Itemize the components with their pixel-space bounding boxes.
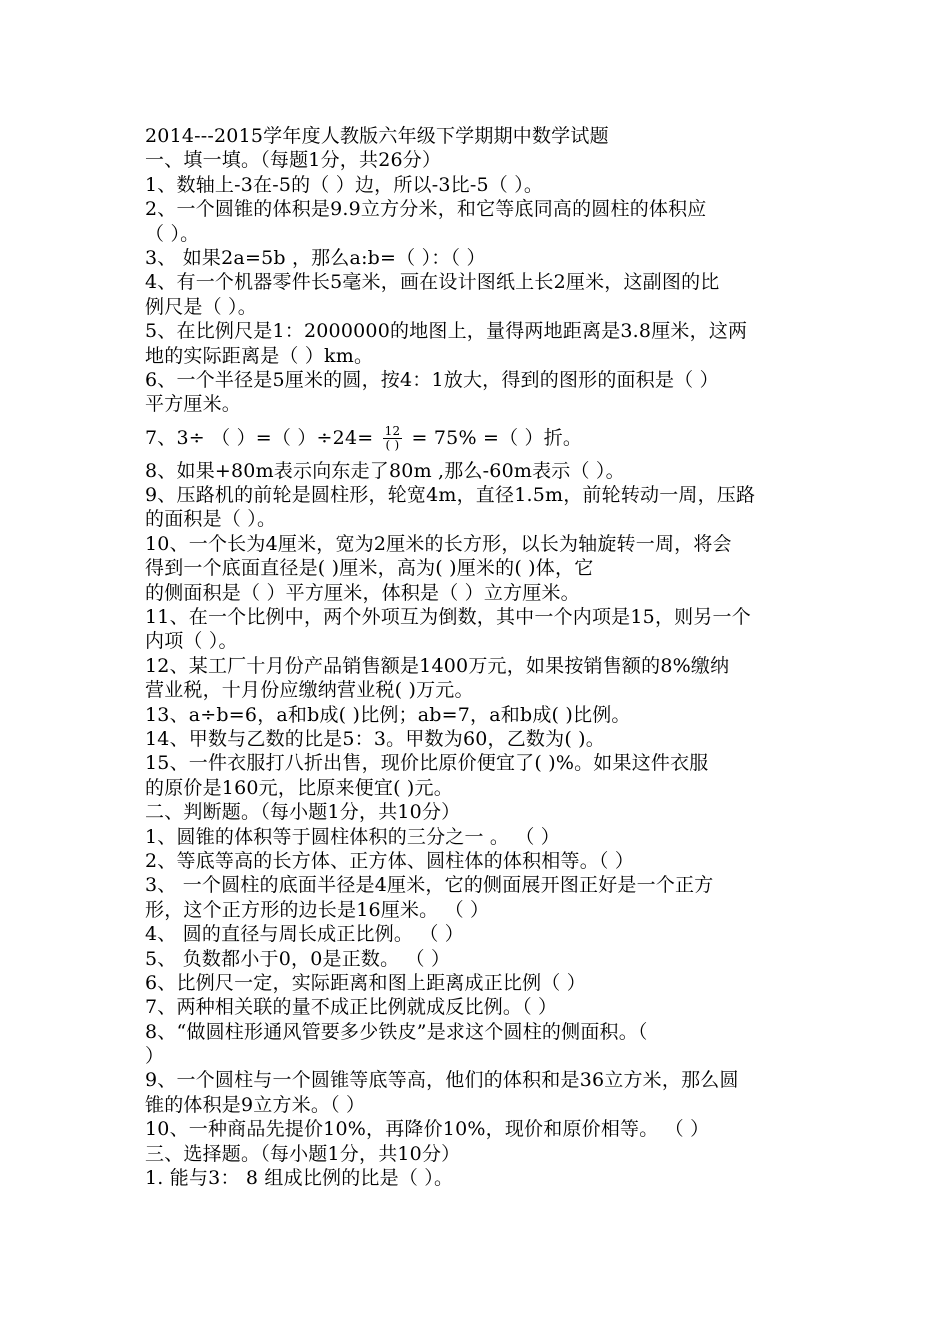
fill-question-15-line-1: 15、一件衣服打八折出售，现价比原价便宜了( )%。如果这件衣服 — [145, 752, 709, 775]
fill-question-4-line-2: 例尺是（ ）。 — [145, 295, 257, 318]
fill-question-4-line-1: 4、有一个机器零件长5毫米，画在设计图纸上长2厘米，这副图的比 — [145, 271, 720, 294]
judge-question-9-line-2: 锥的体积是9立方米。（ ） — [145, 1093, 366, 1116]
exam-title: 2014---2015学年度人教版六年级下学期期中数学试题 — [145, 125, 609, 147]
judge-question-4: 4、 圆的直径与周长成正比例。 （ ） — [145, 923, 465, 946]
fill-question-7 — [145, 417, 815, 459]
fill-question-2-line-2: （ ）。 — [145, 222, 200, 245]
fill-question-12-line-2: 营业税，十月份应缴纳营业税( )万元。 — [145, 679, 474, 702]
q7-fraction — [383, 425, 403, 452]
exam-page — [145, 124, 815, 1190]
q7-fraction-denominator: ( ) — [385, 438, 400, 453]
judge-question-6: 6、比例尺一定，实际距离和图上距离成正比例（ ） — [145, 971, 586, 994]
fill-question-6-line-1: 6、一个半径是5厘米的圆，按4：1放大，得到的图形的面积是（ ） — [145, 368, 719, 391]
fill-question-14: 14、甲数与乙数的比是5：3。甲数为60，乙数为( )。 — [145, 727, 605, 750]
fill-question-2-line-1: 2、一个圆锥的体积是9.9立方分米，和它等底同高的圆柱的体积应 — [145, 198, 707, 221]
fill-question-12-line-1: 12、某工厂十月份产品销售额是1400万元，如果按销售额的8%缴纳 — [145, 654, 730, 677]
fill-question-1: 1、数轴上-3在-5的（ ）边，所以-3比-5（ ）。 — [145, 173, 544, 196]
judge-question-2: 2、等底等高的长方体、正方体、圆柱体的体积相等。（ ） — [145, 849, 635, 872]
judge-question-8-line-2: ） — [145, 1045, 165, 1068]
fill-question-8: 8、如果+80m表示向东走了80m ,那么-60m表示（ ）。 — [145, 459, 625, 482]
judge-question-8-line-1: 8、“做圆柱形通风管要多少铁皮”是求这个圆柱的侧面积。（ — [145, 1020, 648, 1043]
fill-question-11-line-1: 11、在一个比例中，两个外项互为倒数，其中一个内项是15，则另一个 — [145, 606, 751, 629]
fill-question-10-line-3: 的侧面积是（ ）平方厘米，体积是（ ）立方厘米。 — [145, 581, 580, 604]
section-judge-heading: 二、判断题。（每小题1分，共10分） — [145, 801, 461, 824]
judge-question-3-line-1: 3、 一个圆柱的底面半径是4厘米，它的侧面展开图正好是一个正方 — [145, 874, 714, 897]
fill-question-10-line-2: 得到一个底面直径是( )厘米，高为( )厘米的( )体，它 — [145, 557, 594, 580]
section-fill-heading: 一、填一填。（每题1分，共26分） — [145, 149, 442, 172]
fill-question-6-line-2: 平方厘米。 — [145, 393, 242, 416]
fill-question-5-line-2: 地的实际距离是（ ）km。 — [145, 344, 374, 367]
choice-question-1: 1. 能与3： 8 组成比例的比是（ ）。 — [145, 1167, 454, 1190]
fill-question-11-line-2: 内项（ ）。 — [145, 630, 238, 653]
fill-question-15-line-2: 的原价是160元，比原来便宜( )元。 — [145, 776, 453, 799]
judge-question-10: 10、一种商品先提价10%，再降价10%，现价和原价相等。 （ ） — [145, 1118, 710, 1141]
q7-prefix: 7、3÷ （ ）=（ ）÷24= — [145, 426, 374, 449]
fill-question-9-line-1: 9、压路机的前轮是圆柱形，轮宽4m，直径1.5m，前轮转动一周，压路 — [145, 484, 756, 507]
fill-question-5-line-1: 5、在比例尺是1：2000000的地图上，量得两地距离是3.8厘米，这两 — [145, 320, 748, 343]
judge-question-9-line-1: 9、一个圆柱与一个圆锥等底等高，他们的体积和是36立方米，那么圆 — [145, 1069, 739, 1092]
fill-question-9-line-2: 的面积是（ ）。 — [145, 508, 277, 531]
judge-question-1: 1、圆锥的体积等于圆柱体积的三分之一 。 （ ） — [145, 825, 561, 848]
judge-question-3-line-2: 形，这个正方形的边长是16厘米。 （ ） — [145, 898, 490, 921]
q7-fraction-numerator: 12 — [384, 424, 401, 439]
fill-question-10-line-1: 10、一个长为4厘米，宽为2厘米的长方形，以长为轴旋转一周，将会 — [145, 532, 732, 555]
section-choice-heading: 三、选择题。（每小题1分，共10分） — [145, 1142, 461, 1165]
fill-question-3: 3、 如果2a=5b ，那么a:b=（ ）：（ ） — [145, 246, 486, 269]
judge-question-5: 5、 负数都小于0，0是正数。 （ ） — [145, 947, 451, 970]
q7-suffix: = 75% =（ ）折。 — [411, 426, 583, 449]
fill-question-13: 13、a÷b=6，a和b成( )比例；ab=7，a和b成( )比例。 — [145, 703, 631, 726]
judge-question-7: 7、两种相关联的量不成正比例就成反比例。（ ） — [145, 996, 558, 1019]
